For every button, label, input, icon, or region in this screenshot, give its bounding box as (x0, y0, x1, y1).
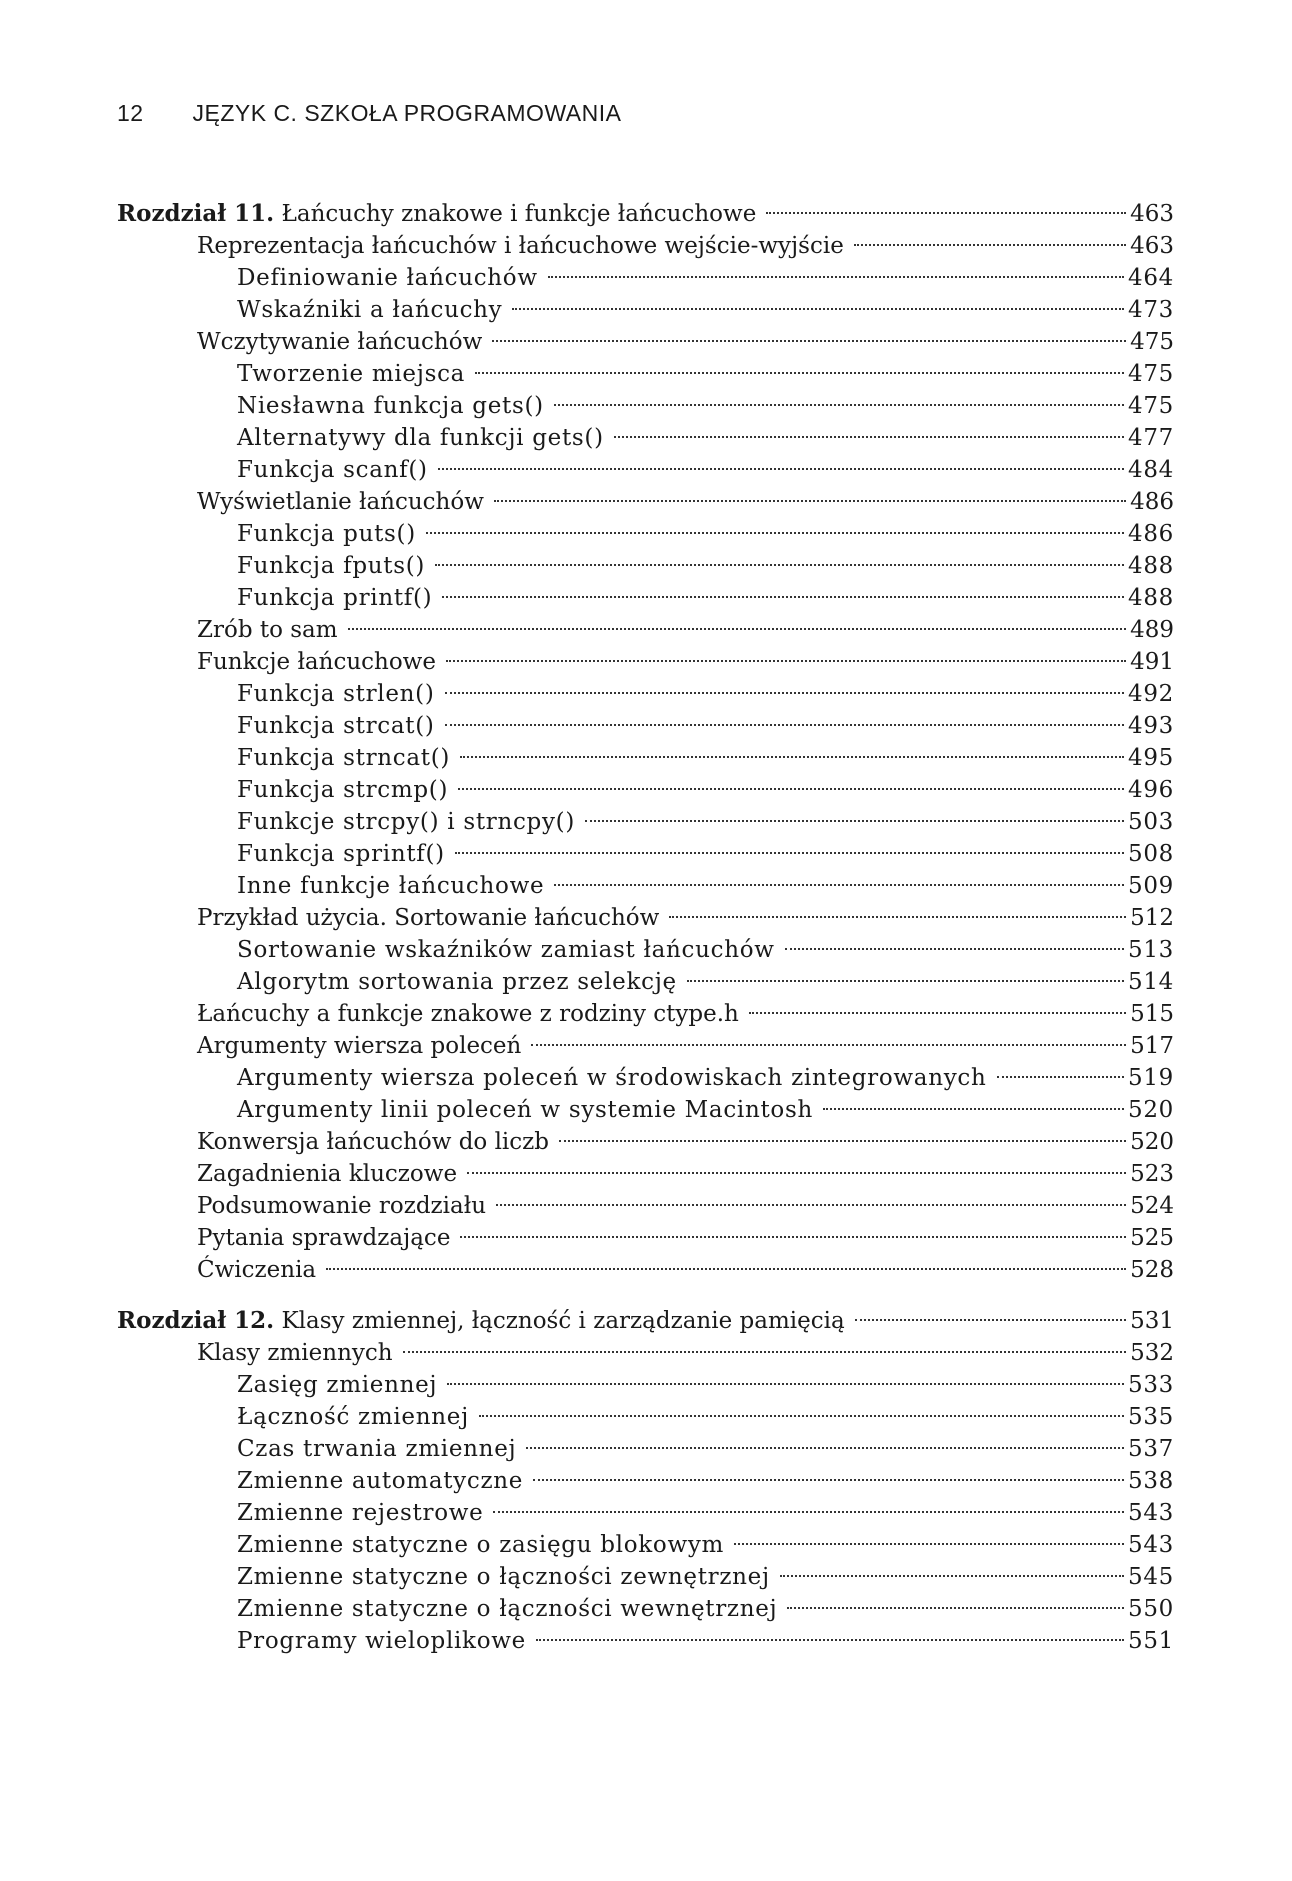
toc-section-entry (117, 1158, 1174, 1190)
toc-page-number: 463 (1130, 201, 1174, 227)
dot-leader (492, 340, 1126, 342)
entry-title-text: Zasięg zmiennej (237, 1372, 438, 1398)
toc-entry-title (117, 198, 756, 230)
dot-leader (554, 404, 1124, 406)
dot-leader (785, 948, 1124, 950)
toc-section-entry (117, 1337, 1174, 1369)
entry-title-text: Sortowanie wskaźników zamiast łańcuchów (237, 937, 775, 963)
dot-leader (854, 244, 1126, 246)
toc-subsection-entry (117, 1593, 1174, 1625)
toc-subsection-entry (117, 1497, 1174, 1529)
chapter-label: Rozdział 12. (117, 1307, 275, 1334)
toc-entry-title (197, 1222, 450, 1254)
entry-title-text: Argumenty wiersza poleceń w środowiskach zintegrowanych (237, 1065, 987, 1091)
entry-title-text: Argumenty wiersza poleceń (197, 1033, 522, 1059)
toc-entry-title (237, 934, 775, 966)
toc-entry-title (237, 454, 428, 486)
entry-title-text: Funkcja scanf() (237, 457, 428, 483)
dot-leader (531, 1044, 1126, 1046)
toc-page-number: 493 (1128, 713, 1174, 739)
entry-title-text: Programy wieloplikowe (237, 1628, 526, 1654)
toc-page-number: 528 (1130, 1257, 1174, 1283)
toc-subsection-entry (117, 934, 1174, 966)
dot-leader (438, 468, 1124, 470)
toc-page-number: 473 (1128, 297, 1174, 323)
toc-entry-title (197, 230, 844, 262)
toc-page-number: 519 (1128, 1065, 1174, 1091)
toc-page-number: 475 (1128, 393, 1174, 419)
toc-page-number: 463 (1130, 233, 1174, 259)
dot-leader (548, 276, 1124, 278)
dot-leader (403, 1351, 1127, 1353)
dot-leader (512, 308, 1124, 310)
toc-page-number: 538 (1128, 1468, 1174, 1494)
chapter-label: Rozdział 11. (117, 200, 275, 227)
entry-title-text: Reprezentacja łańcuchów i łańcuchowe wejście-wyjście (197, 233, 844, 259)
toc-chapter-entry (117, 1305, 1174, 1337)
toc-page-number: 486 (1130, 489, 1174, 515)
entry-title-text: Niesławna funkcja gets() (237, 393, 544, 419)
toc-page-number: 537 (1128, 1436, 1174, 1462)
toc-section-entry (117, 614, 1174, 646)
toc-entry-title (237, 1465, 523, 1497)
entry-title-text: Ćwiczenia (197, 1257, 317, 1283)
toc-entry-title (237, 1593, 777, 1625)
dot-leader (614, 436, 1124, 438)
toc-section-entry (117, 326, 1174, 358)
entry-title-text: Zrób to sam (197, 617, 338, 643)
toc-page-number: 464 (1128, 265, 1174, 291)
toc-page-number: 488 (1128, 553, 1174, 579)
toc-entry-title (237, 678, 435, 710)
toc-subsection-entry (117, 678, 1174, 710)
toc-page-number: 489 (1130, 617, 1174, 643)
toc-page-number: 512 (1130, 905, 1174, 931)
toc-page-number: 545 (1128, 1564, 1174, 1590)
dot-leader (559, 1140, 1126, 1142)
entry-title-text: Funkcja strcat() (237, 713, 435, 739)
toc-subsection-entry (117, 742, 1174, 774)
toc-subsection-entry (117, 1401, 1174, 1433)
dot-leader (445, 724, 1124, 726)
toc-page-number: 495 (1128, 745, 1174, 771)
toc-subsection-entry (117, 838, 1174, 870)
toc-page-number: 523 (1130, 1161, 1174, 1187)
toc-entry-title (237, 1561, 770, 1593)
toc-subsection-entry (117, 582, 1174, 614)
dot-leader (445, 692, 1124, 694)
toc-page-number: 551 (1128, 1628, 1174, 1654)
dot-leader (326, 1268, 1126, 1270)
toc-entry-title (197, 1126, 549, 1158)
dot-leader (460, 1236, 1126, 1238)
entry-title-text: Klasy zmiennej, łączność i zarządzanie pamięcią (281, 1308, 845, 1334)
table-of-contents (117, 198, 1174, 1676)
entry-title-text: Definiowanie łańcuchów (237, 265, 538, 291)
entry-title-text: Funkcja printf() (237, 585, 433, 611)
toc-entry-title (237, 1094, 813, 1126)
toc-page-number: 531 (1130, 1308, 1174, 1334)
toc-entry-title (237, 550, 425, 582)
toc-entry-title (197, 1254, 316, 1286)
dot-leader (435, 564, 1124, 566)
toc-section-entry (117, 902, 1174, 934)
toc-page-number: 532 (1130, 1340, 1174, 1366)
toc-page-number: 515 (1130, 1001, 1174, 1027)
toc-entry-title (237, 518, 416, 550)
toc-section-entry (117, 230, 1174, 262)
toc-page-number: 520 (1130, 1129, 1174, 1155)
dot-leader (493, 1511, 1124, 1513)
entry-title-text: Zmienne automatyczne (237, 1468, 524, 1494)
toc-subsection-entry (117, 1561, 1174, 1593)
dot-leader (823, 1108, 1124, 1110)
toc-page-number: 509 (1128, 873, 1174, 899)
toc-subsection-entry (117, 422, 1174, 454)
toc-entry-title (237, 390, 544, 422)
toc-page-number: 520 (1128, 1097, 1174, 1123)
toc-page-number: 508 (1128, 841, 1174, 867)
page-number: 12 (117, 100, 144, 126)
dot-leader (554, 884, 1124, 886)
dot-leader (780, 1575, 1124, 1577)
toc-section-entry (117, 998, 1174, 1030)
toc-entry-title (237, 966, 677, 998)
toc-entry-title (237, 1369, 437, 1401)
toc-subsection-entry (117, 710, 1174, 742)
toc-entry-title (237, 870, 544, 902)
toc-page-number: 484 (1128, 457, 1174, 483)
toc-subsection-entry (117, 774, 1174, 806)
toc-page-number: 503 (1128, 809, 1174, 835)
toc-entry-title (117, 1305, 845, 1337)
toc-page-number: 475 (1130, 329, 1174, 355)
entry-title-text: Pytania sprawdzające (197, 1225, 451, 1251)
entry-title-text: Wskaźniki a łańcuchy (237, 297, 503, 323)
toc-entry-title (237, 582, 432, 614)
toc-section-entry (117, 1222, 1174, 1254)
toc-chapter (117, 1305, 1174, 1657)
entry-title-text: Inne funkcje łańcuchowe (237, 873, 545, 899)
toc-entry-title (237, 422, 604, 454)
entry-title-text: Zmienne rejestrowe (237, 1500, 484, 1526)
entry-title-text: Funkcja strncat() (237, 745, 451, 771)
toc-entry-title (237, 1529, 724, 1561)
toc-subsection-entry (117, 1529, 1174, 1561)
dot-leader (455, 852, 1124, 854)
toc-subsection-entry (117, 1369, 1174, 1401)
entry-title-text: Podsumowanie rozdziału (197, 1193, 487, 1219)
toc-entry-title (197, 902, 659, 934)
dot-leader (446, 660, 1126, 662)
toc-entry-title (197, 1030, 521, 1062)
toc-chapter (117, 198, 1174, 1286)
toc-subsection-entry (117, 966, 1174, 998)
toc-entry-title (197, 486, 484, 518)
toc-entry-title (237, 742, 450, 774)
toc-entry-title (197, 614, 338, 646)
toc-entry-title (237, 838, 445, 870)
entry-title-text: Funkcja strcmp() (237, 777, 449, 803)
dot-leader (348, 628, 1127, 630)
toc-subsection-entry (117, 454, 1174, 486)
entry-title-text: Alternatywy dla funkcji gets() (237, 425, 604, 451)
dot-leader (460, 756, 1124, 758)
dot-leader (426, 532, 1124, 534)
dot-leader (787, 1607, 1124, 1609)
entry-title-text: Algorytm sortowania przez selekcję (237, 969, 677, 995)
toc-entry-title (237, 1401, 469, 1433)
toc-subsection-entry (117, 294, 1174, 326)
toc-entry-title (197, 1158, 457, 1190)
toc-page-number: 492 (1128, 681, 1174, 707)
toc-subsection-entry (117, 870, 1174, 902)
toc-page-number: 543 (1128, 1532, 1174, 1558)
toc-entry-title (197, 998, 739, 1030)
toc-section-entry (117, 1126, 1174, 1158)
entry-title-text: Funkcje łańcuchowe (197, 649, 436, 675)
running-header (117, 100, 621, 127)
dot-leader (585, 820, 1124, 822)
entry-title-text: Czas trwania zmiennej (237, 1436, 517, 1462)
toc-page-number: 533 (1128, 1372, 1174, 1398)
book-title: JĘZYK C. SZKOŁA PROGRAMOWANIA (192, 100, 622, 126)
toc-entry-title (237, 710, 435, 742)
entry-title-text: Funkcja fputs() (237, 553, 426, 579)
toc-chapter-entry (117, 198, 1174, 230)
dot-leader (734, 1543, 1124, 1545)
toc-section-entry (117, 1030, 1174, 1062)
entry-title-text: Klasy zmiennych (197, 1340, 393, 1366)
toc-page-number: 543 (1128, 1500, 1174, 1526)
toc-entry-title (197, 646, 436, 678)
toc-page-number: 535 (1128, 1404, 1174, 1430)
entry-title-text: Wczytywanie łańcuchów (197, 329, 483, 355)
dot-leader (997, 1076, 1125, 1078)
toc-page-number: 477 (1128, 425, 1174, 451)
dot-leader (669, 916, 1126, 918)
toc-page-number: 514 (1128, 969, 1174, 995)
toc-entry-title (237, 262, 538, 294)
toc-page-number: 525 (1130, 1225, 1174, 1251)
toc-page-number: 524 (1130, 1193, 1174, 1219)
dot-leader (533, 1479, 1124, 1481)
entry-title-text: Funkcja puts() (237, 521, 416, 547)
toc-entry-title (237, 806, 575, 838)
entry-title-text: Zmienne statyczne o łączności zewnętrznej (237, 1564, 770, 1590)
toc-subsection-entry (117, 1625, 1174, 1657)
toc-page-number: 486 (1128, 521, 1174, 547)
toc-section-entry (117, 646, 1174, 678)
toc-subsection-entry (117, 1465, 1174, 1497)
toc-subsection-entry (117, 358, 1174, 390)
toc-subsection-entry (117, 390, 1174, 422)
toc-page-number: 517 (1130, 1033, 1174, 1059)
entry-title-text: Argumenty linii poleceń w systemie Macintosh (237, 1097, 813, 1123)
toc-page-number: 550 (1128, 1596, 1174, 1622)
toc-page-number: 475 (1128, 361, 1174, 387)
toc-subsection-entry (117, 1062, 1174, 1094)
dot-leader (475, 372, 1124, 374)
toc-entry-title (197, 1190, 486, 1222)
entry-title-text: Zagadnienia kluczowe (197, 1161, 458, 1187)
toc-entry-title (237, 1062, 987, 1094)
dot-leader (467, 1172, 1126, 1174)
dot-leader (855, 1319, 1126, 1321)
toc-entry-title (237, 1497, 483, 1529)
entry-title-text: Łańcuchy a funkcje znakowe z rodziny ctype.h (197, 1001, 739, 1027)
toc-section-entry (117, 1190, 1174, 1222)
toc-entry-title (237, 1625, 526, 1657)
dot-leader (458, 788, 1124, 790)
entry-title-text: Zmienne statyczne o łączności wewnętrznej (237, 1596, 778, 1622)
entry-title-text: Przykład użycia. Sortowanie łańcuchów (197, 905, 660, 931)
dot-leader (687, 980, 1124, 982)
dot-leader (749, 1012, 1126, 1014)
toc-page-number: 488 (1128, 585, 1174, 611)
toc-section-entry (117, 1254, 1174, 1286)
entry-title-text: Funkcja sprintf() (237, 841, 445, 867)
toc-page-number: 513 (1128, 937, 1174, 963)
toc-subsection-entry (117, 1433, 1174, 1465)
toc-subsection-entry (117, 550, 1174, 582)
dot-leader (536, 1639, 1124, 1641)
entry-title-text: Zmienne statyczne o zasięgu blokowym (237, 1532, 725, 1558)
entry-title-text: Łańcuchy znakowe i funkcje łańcuchowe (281, 201, 757, 227)
toc-entry-title (197, 1337, 393, 1369)
dot-leader (496, 1204, 1126, 1206)
entry-title-text: Funkcje strcpy() i strncpy() (237, 809, 576, 835)
toc-entry-title (237, 774, 448, 806)
toc-subsection-entry (117, 518, 1174, 550)
dot-leader (494, 500, 1126, 502)
dot-leader (442, 596, 1124, 598)
toc-page-number: 496 (1128, 777, 1174, 803)
entry-title-text: Tworzenie miejsca (237, 361, 466, 387)
toc-subsection-entry (117, 262, 1174, 294)
toc-entry-title (237, 294, 502, 326)
entry-title-text: Konwersja łańcuchów do liczb (197, 1129, 550, 1155)
entry-title-text: Łączność zmiennej (237, 1404, 469, 1430)
dot-leader (447, 1383, 1124, 1385)
dot-leader (766, 212, 1126, 214)
toc-entry-title (237, 358, 465, 390)
toc-entry-title (237, 1433, 516, 1465)
dot-leader (479, 1415, 1124, 1417)
toc-subsection-entry (117, 806, 1174, 838)
toc-entry-title (197, 326, 482, 358)
entry-title-text: Wyświetlanie łańcuchów (197, 489, 484, 515)
dot-leader (526, 1447, 1124, 1449)
toc-page-number: 491 (1130, 649, 1174, 675)
toc-section-entry (117, 486, 1174, 518)
entry-title-text: Funkcja strlen() (237, 681, 435, 707)
toc-subsection-entry (117, 1094, 1174, 1126)
